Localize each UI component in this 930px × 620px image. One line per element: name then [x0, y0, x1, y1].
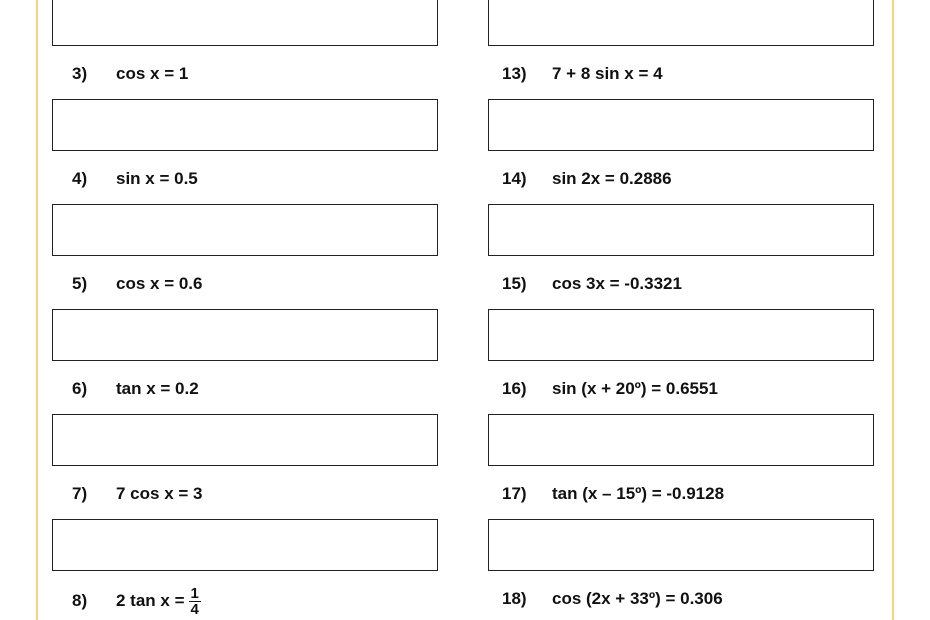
question-expression: tan x = 0.2 — [116, 379, 199, 398]
question-expression: sin 2x = 0.2886 — [552, 169, 672, 188]
question-5 — [52, 272, 202, 296]
question-3 — [52, 62, 188, 86]
question-number: 3) — [72, 64, 88, 83]
question-17 — [488, 482, 724, 506]
answer-box-2[interactable] — [52, 0, 438, 46]
question-number: 13) — [502, 64, 527, 83]
question-number: 17) — [502, 484, 527, 503]
question-16 — [488, 377, 718, 401]
answer-box-4[interactable] — [52, 204, 438, 256]
answer-box-3[interactable] — [52, 99, 438, 151]
question-number: 14) — [502, 169, 527, 188]
answer-box-12[interactable] — [488, 0, 874, 46]
question-expression: 7 + 8 sin x = 4 — [552, 64, 663, 83]
question-expression: 7 cos x = 3 — [116, 484, 203, 503]
question-15 — [488, 272, 682, 296]
answer-box-13[interactable] — [488, 99, 874, 151]
question-expression: tan (x – 15º) = -0.9128 — [552, 484, 725, 503]
question-number: 8) — [72, 591, 88, 610]
question-number: 5) — [72, 274, 88, 293]
fraction-numerator: 1 — [190, 584, 199, 602]
page-border-right — [892, 0, 894, 620]
answer-box-6[interactable] — [52, 414, 438, 466]
question-7 — [52, 482, 202, 506]
question-expression: cos x = 1 — [116, 64, 189, 83]
question-expression: cos x = 0.6 — [116, 274, 203, 293]
page-border-left — [36, 0, 38, 620]
fraction-denominator: 4 — [190, 600, 199, 618]
answer-box-16[interactable] — [488, 414, 874, 466]
question-number: 6) — [72, 379, 88, 398]
question-expression: cos 3x = -0.3321 — [552, 274, 682, 293]
question-number: 16) — [502, 379, 527, 398]
question-expression: 2 tan x = — [116, 591, 185, 610]
question-expression: sin x = 0.5 — [116, 169, 198, 188]
question-8 — [52, 584, 201, 618]
fraction — [189, 586, 201, 617]
answer-box-14[interactable] — [488, 204, 874, 256]
answer-box-17[interactable] — [488, 519, 874, 571]
question-18 — [488, 587, 723, 611]
question-number: 7) — [72, 484, 88, 503]
answer-box-5[interactable] — [52, 309, 438, 361]
question-6 — [52, 377, 199, 401]
question-number: 4) — [72, 169, 88, 188]
question-4 — [52, 167, 198, 191]
question-number: 18) — [502, 589, 527, 608]
question-13 — [488, 62, 663, 86]
question-14 — [488, 167, 672, 191]
question-number: 15) — [502, 274, 527, 293]
question-expression: sin (x + 20º) = 0.6551 — [552, 379, 718, 398]
answer-box-15[interactable] — [488, 309, 874, 361]
question-expression: cos (2x + 33º) = 0.306 — [552, 589, 723, 608]
answer-box-7[interactable] — [52, 519, 438, 571]
